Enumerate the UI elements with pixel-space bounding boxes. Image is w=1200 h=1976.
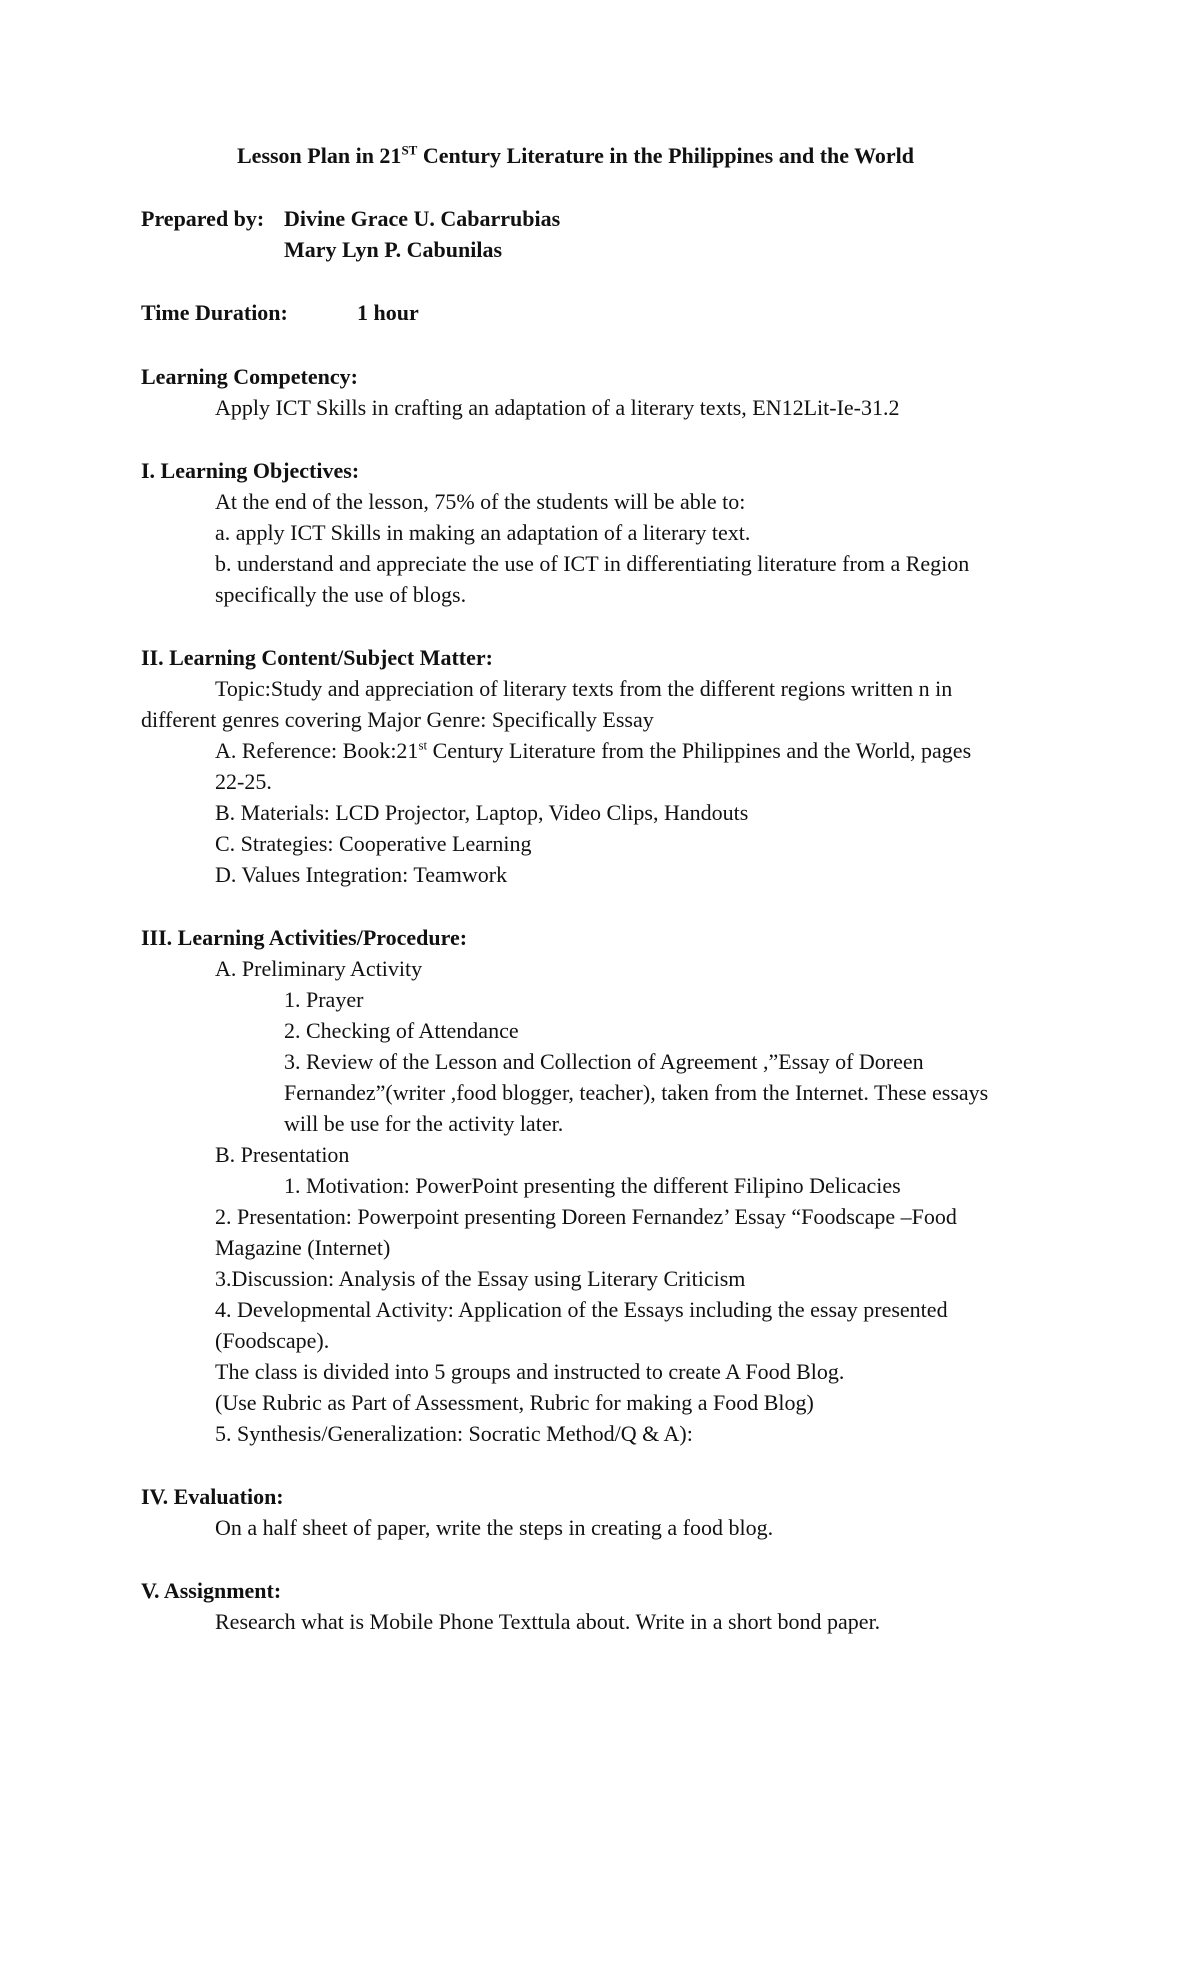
time-duration-label: Time Duration:	[141, 300, 288, 325]
time-duration-value: 1 hour	[357, 300, 419, 325]
reference-pre: A. Reference: Book:21	[215, 738, 419, 763]
objective-b-line-2: specifically the use of blogs.	[215, 582, 467, 607]
reference-sup: st	[418, 737, 428, 753]
assignment-heading: V. Assignment:	[141, 1578, 282, 1603]
title-sup: ST	[401, 142, 418, 158]
prepared-by-label: Prepared by:	[141, 206, 265, 231]
activity-b-3: 3.Discussion: Analysis of the Essay using Literary Criticism	[215, 1266, 746, 1291]
activity-b-4-line-2: (Foodscape).	[215, 1328, 330, 1353]
evaluation-heading: IV. Evaluation:	[141, 1484, 284, 1509]
activity-a-3-line-3: will be use for the activity later.	[284, 1111, 564, 1136]
assignment-text: Research what is Mobile Phone Texttula about. Write in a short bond paper.	[215, 1609, 881, 1634]
objective-b-line-1: b. understand and appreciate the use of ICT in differentiating literature from a Region	[215, 551, 970, 576]
activity-a-1: 1. Prayer	[284, 987, 364, 1012]
activity-b-4-line-4: (Use Rubric as Part of Assessment, Rubric for making a Food Blog)	[215, 1390, 814, 1415]
prepared-by-name-1: Divine Grace U. Cabarrubias	[284, 206, 561, 231]
evaluation-text: On a half sheet of paper, write the steps in creating a food blog.	[215, 1515, 774, 1540]
objectives-heading: I. Learning Objectives:	[141, 458, 360, 483]
competency-text: Apply ICT Skills in crafting an adaptation of a literary texts, EN12Lit-Ie-31.2	[215, 395, 900, 420]
title-pre: Lesson Plan in 21	[237, 143, 402, 168]
activity-b-2-line-2: Magazine (Internet)	[215, 1235, 391, 1260]
activity-a-2: 2. Checking of Attendance	[284, 1018, 519, 1043]
objectives-intro: At the end of the lesson, 75% of the students will be able to:	[215, 489, 746, 514]
activity-a: A. Preliminary Activity	[215, 956, 423, 981]
activity-b-5: 5. Synthesis/Generalization: Socratic Method/Q & A):	[215, 1421, 693, 1446]
content-reference-line-1	[215, 736, 971, 766]
content-values: D. Values Integration: Teamwork	[215, 862, 508, 887]
competency-heading: Learning Competency:	[141, 364, 358, 389]
activity-b-1: 1. Motivation: PowerPoint presenting the different Filipino Delicacies	[284, 1173, 901, 1198]
content-topic-line-2: different genres covering Major Genre: Specifically Essay	[141, 707, 654, 732]
content-topic-line-1: Topic:Study and appreciation of literary texts from the different regions written n in	[215, 676, 953, 701]
document-title	[237, 141, 914, 171]
content-heading: II. Learning Content/Subject Matter:	[141, 645, 493, 670]
activity-b-2-line-1: 2. Presentation: Powerpoint presenting Doreen Fernandez’ Essay “Foodscape –Food	[215, 1204, 957, 1229]
title-post: Century Literature in the Philippines and the World	[417, 143, 915, 168]
activities-heading: III. Learning Activities/Procedure:	[141, 925, 468, 950]
activity-b: B. Presentation	[215, 1142, 350, 1167]
content-materials: B. Materials: LCD Projector, Laptop, Video Clips, Handouts	[215, 800, 749, 825]
objective-a: a. apply ICT Skills in making an adaptation of a literary text.	[215, 520, 751, 545]
activity-b-4-line-3: The class is divided into 5 groups and instructed to create A Food Blog.	[215, 1359, 845, 1384]
prepared-by-name-2: Mary Lyn P. Cabunilas	[284, 237, 503, 262]
content-reference-line-2: 22-25.	[215, 769, 272, 794]
activity-a-3-line-1: 3. Review of the Lesson and Collection of Agreement ,”Essay of Doreen	[284, 1049, 924, 1074]
content-strategies: C. Strategies: Cooperative Learning	[215, 831, 532, 856]
activity-b-4-line-1: 4. Developmental Activity: Application of the Essays including the essay presented	[215, 1297, 948, 1322]
activity-a-3-line-2: Fernandez”(writer ,food blogger, teacher), taken from the Internet. These essays	[284, 1080, 989, 1105]
reference-post: Century Literature from the Philippines and the World, pages	[427, 738, 972, 763]
